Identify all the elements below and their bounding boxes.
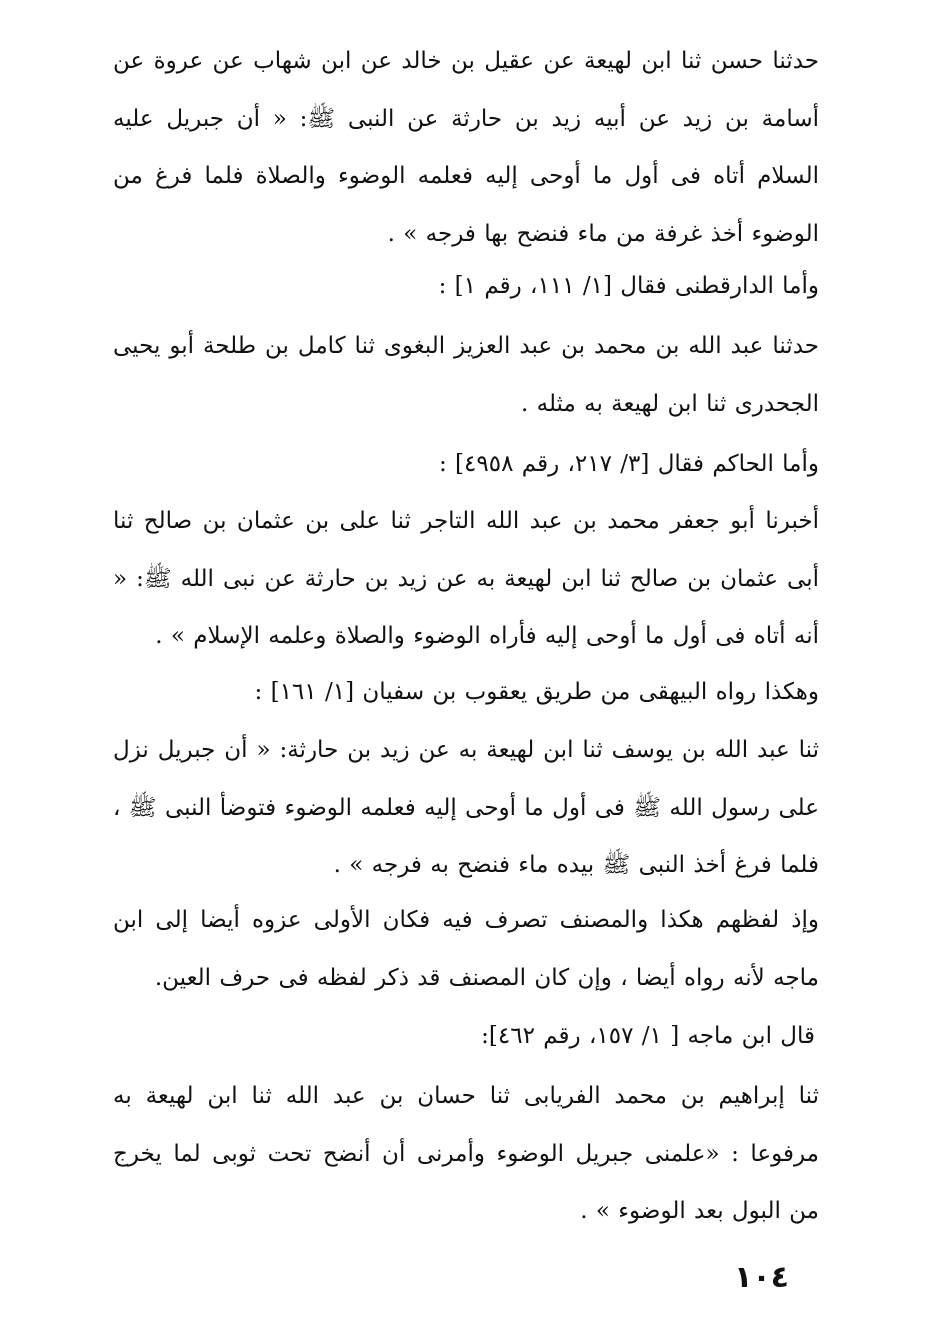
hadith-paragraph-5: ثنا إبراهيم بن محمد الفريابى ثنا حسان بن عبد الله ثنا ابن لهيعة به مرفوعا : «علمنى جبريل الوضوء وأمرنى أن أنضح تحت ثوبى لما يخرج من البول بعد الوضوء » .: [113, 1083, 819, 1224]
commentary-paragraph: وإذ لفظهم هكذا والمصنف تصرف فيه فكان الأولى عزوه أيضا إلى ابن ماجه لأنه رواه أيضا ، وإن كان المصنف قد ذكر لفظه فى حرف العين.: [113, 907, 819, 991]
source-heading-ibn-majah: قال ابن ماجه [ ١/ ١٥٧، رقم ٤٦٢]:: [481, 1023, 815, 1049]
source-heading-bayhaqi: وهكذا رواه البيهقى من طريق يعقوب بن سفيان [١/ ١٦١] :: [254, 679, 819, 705]
source-heading-daraqutni: وأما الدارقطنى فقال [١/ ١١١، رقم ١] :: [438, 273, 819, 299]
hadith-paragraph-2: حدثنا عبد الله بن محمد بن عبد العزيز البغوى ثنا كامل بن طلحة أبو يحيى الجحدرى ثنا ابن لهيعة به مثله .: [113, 333, 819, 417]
page-number: ١٠٤: [734, 1260, 789, 1295]
hadith-paragraph-3: أخبرنا أبو جعفر محمد بن عبد الله التاجر ثنا على بن عثمان بن صالح ثنا أبى عثمان بن صالح ثنا ابن لهيعة به عن زيد بن حارثة عن نبى الله ﷺ: « أنه أتاه فى أول ما أوحى إليه فأراه الوضوء والصلاة وعلمه الإسلام » .: [113, 508, 819, 649]
hadith-paragraph-1: حدثنا حسن ثنا ابن لهيعة عن عقيل بن خالد عن ابن شهاب عن عروة عن أسامة بن زيد عن أبيه زيد بن حارثة عن النبى ﷺ: « أن جبريل عليه السلام أتاه فى أول ما أوحى إليه فعلمه الوضوء والصلاة فلما فرغ من الوضوء أخذ غرفة من ماء فنضح بها فرجه » .: [113, 48, 819, 247]
hadith-paragraph-4: ثنا عبد الله بن يوسف ثنا ابن لهيعة به عن زيد بن حارثة: « أن جبريل نزل على رسول الله ﷺ فى أول ما أوحى إليه فعلمه الوضوء فتوضأ النبى ﷺ ، فلما فرغ أخذ النبى ﷺ بيده ماء فنضح به فرجه » .: [113, 737, 819, 878]
source-heading-hakim: وأما الحاكم فقال [٣/ ٢١٧، رقم ٤٩٥٨] :: [438, 451, 819, 477]
